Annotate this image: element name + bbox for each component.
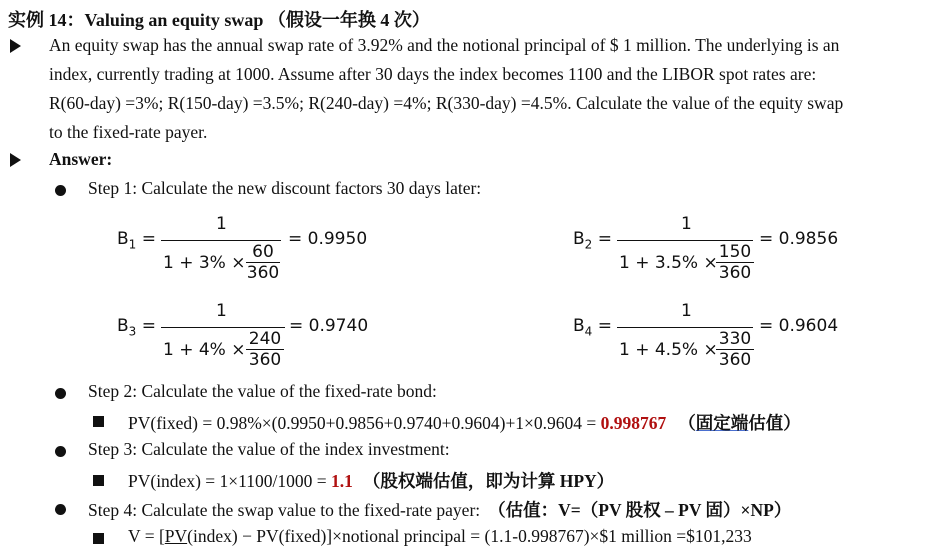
pv-fixed-note-open: （ <box>678 413 696 433</box>
problem-line: index, currently trading at 1000. Assume after 30 days the index becomes 1100 and the LIBOR spot rates are: <box>49 64 817 84</box>
formula-numerator: 1 <box>216 214 227 234</box>
small-numerator: 240 <box>248 329 282 349</box>
formula-lhs: $B_1$ = <box>117 229 156 252</box>
formula-small-fraction <box>246 242 280 283</box>
swap-value-underlined: PV <box>164 526 188 546</box>
formula-numerator: 1 <box>681 301 692 321</box>
bullet-dot-icon <box>55 504 66 515</box>
formula-result: = 0.9604 <box>759 316 839 336</box>
pv-index-expression: PV(index) = 1×1100/1000 = <box>128 471 331 491</box>
formula-lhs: $B_4$ = <box>573 316 612 339</box>
formula-small-fraction <box>716 329 754 370</box>
formula-small-fraction <box>246 329 284 370</box>
square-bullet-icon <box>93 533 104 544</box>
pv-fixed-value: 0.998767 <box>600 413 667 433</box>
formula-result: = 0.9740 <box>289 316 369 336</box>
problem-line: An equity swap has the annual swap rate of 3.92% and the notional principal of $ 1 million. The underlying is an <box>49 35 840 55</box>
pv-index-note: （股权端估值，即为计算 HPY） <box>362 471 615 491</box>
small-denominator: 360 <box>246 349 284 370</box>
bullet-dot-icon <box>55 446 66 457</box>
formula-numerator: 1 <box>216 301 227 321</box>
formula-small-fraction <box>716 242 754 283</box>
bullet-dot-icon <box>55 388 66 399</box>
square-bullet-icon <box>93 475 104 486</box>
arrow-bullet-icon <box>10 39 21 53</box>
pv-fixed-note-wavy: 固定端 <box>695 413 749 433</box>
small-numerator: 150 <box>718 242 752 262</box>
formula-result: = 0.9856 <box>759 229 839 249</box>
formula-rate: 1 + 3% × <box>163 253 246 273</box>
swap-value-line <box>128 526 752 547</box>
formula-lhs: $B_3$ = <box>117 316 156 339</box>
square-bullet-icon <box>93 416 104 427</box>
formula-result: = 0.9950 <box>288 229 368 249</box>
small-numerator: 60 <box>252 242 274 262</box>
formula-rate: 1 + 4.5% × <box>619 340 718 360</box>
problem-paragraph <box>49 31 941 147</box>
problem-line: to the fixed-rate payer. <box>49 122 208 142</box>
formula-numerator: 1 <box>681 214 692 234</box>
answer-label: Answer: <box>49 149 113 169</box>
step-4-text: Step 4: Calculate the swap value to the fixed-rate payer: <box>88 500 481 520</box>
pv-index-value: 1.1 <box>330 471 353 491</box>
page-title: 实例 14：Valuing an equity swap （假设一年换 4 次） <box>8 10 430 30</box>
step-4-note: （估值：V=（PV 股权 – PV 固）×NP） <box>488 500 792 520</box>
formula-rate: 1 + 4% × <box>163 340 246 360</box>
arrow-bullet-icon <box>10 153 21 167</box>
step-1-text: Step 1: Calculate the new discount factors 30 days later: <box>88 178 482 198</box>
small-denominator: 360 <box>246 263 280 283</box>
step-4-line <box>88 497 791 522</box>
problem-line: R(60-day) =3%; R(150-day) =3.5%; R(240-day) =4%; R(330-day) =4.5%. Calculate the value of the equity swap <box>49 93 844 113</box>
formula-rate: 1 + 3.5% × <box>619 253 718 273</box>
swap-value-prefix: V = [ <box>128 526 165 546</box>
swap-value-rest: (index) − PV(fixed)]×notional principal = (1.1-0.998767)×$1 million =$101,233 <box>187 526 752 546</box>
pv-fixed-note-close: 估值） <box>748 413 801 433</box>
small-denominator: 360 <box>716 262 754 283</box>
pv-fixed-line <box>128 410 801 435</box>
step-3-text: Step 3: Calculate the value of the index investment: <box>88 439 450 459</box>
small-numerator: 330 <box>718 329 752 349</box>
bullet-dot-icon <box>55 185 66 196</box>
pv-fixed-expression: PV(fixed) = 0.98%×(0.9950+0.9856+0.9740+0.9604)+1×0.9604 = <box>128 413 601 433</box>
formula-lhs: $B_2$ = <box>573 229 612 252</box>
step-2-text: Step 2: Calculate the value of the fixed-rate bond: <box>88 381 437 401</box>
small-denominator: 360 <box>716 349 754 370</box>
pv-index-line <box>128 468 614 493</box>
